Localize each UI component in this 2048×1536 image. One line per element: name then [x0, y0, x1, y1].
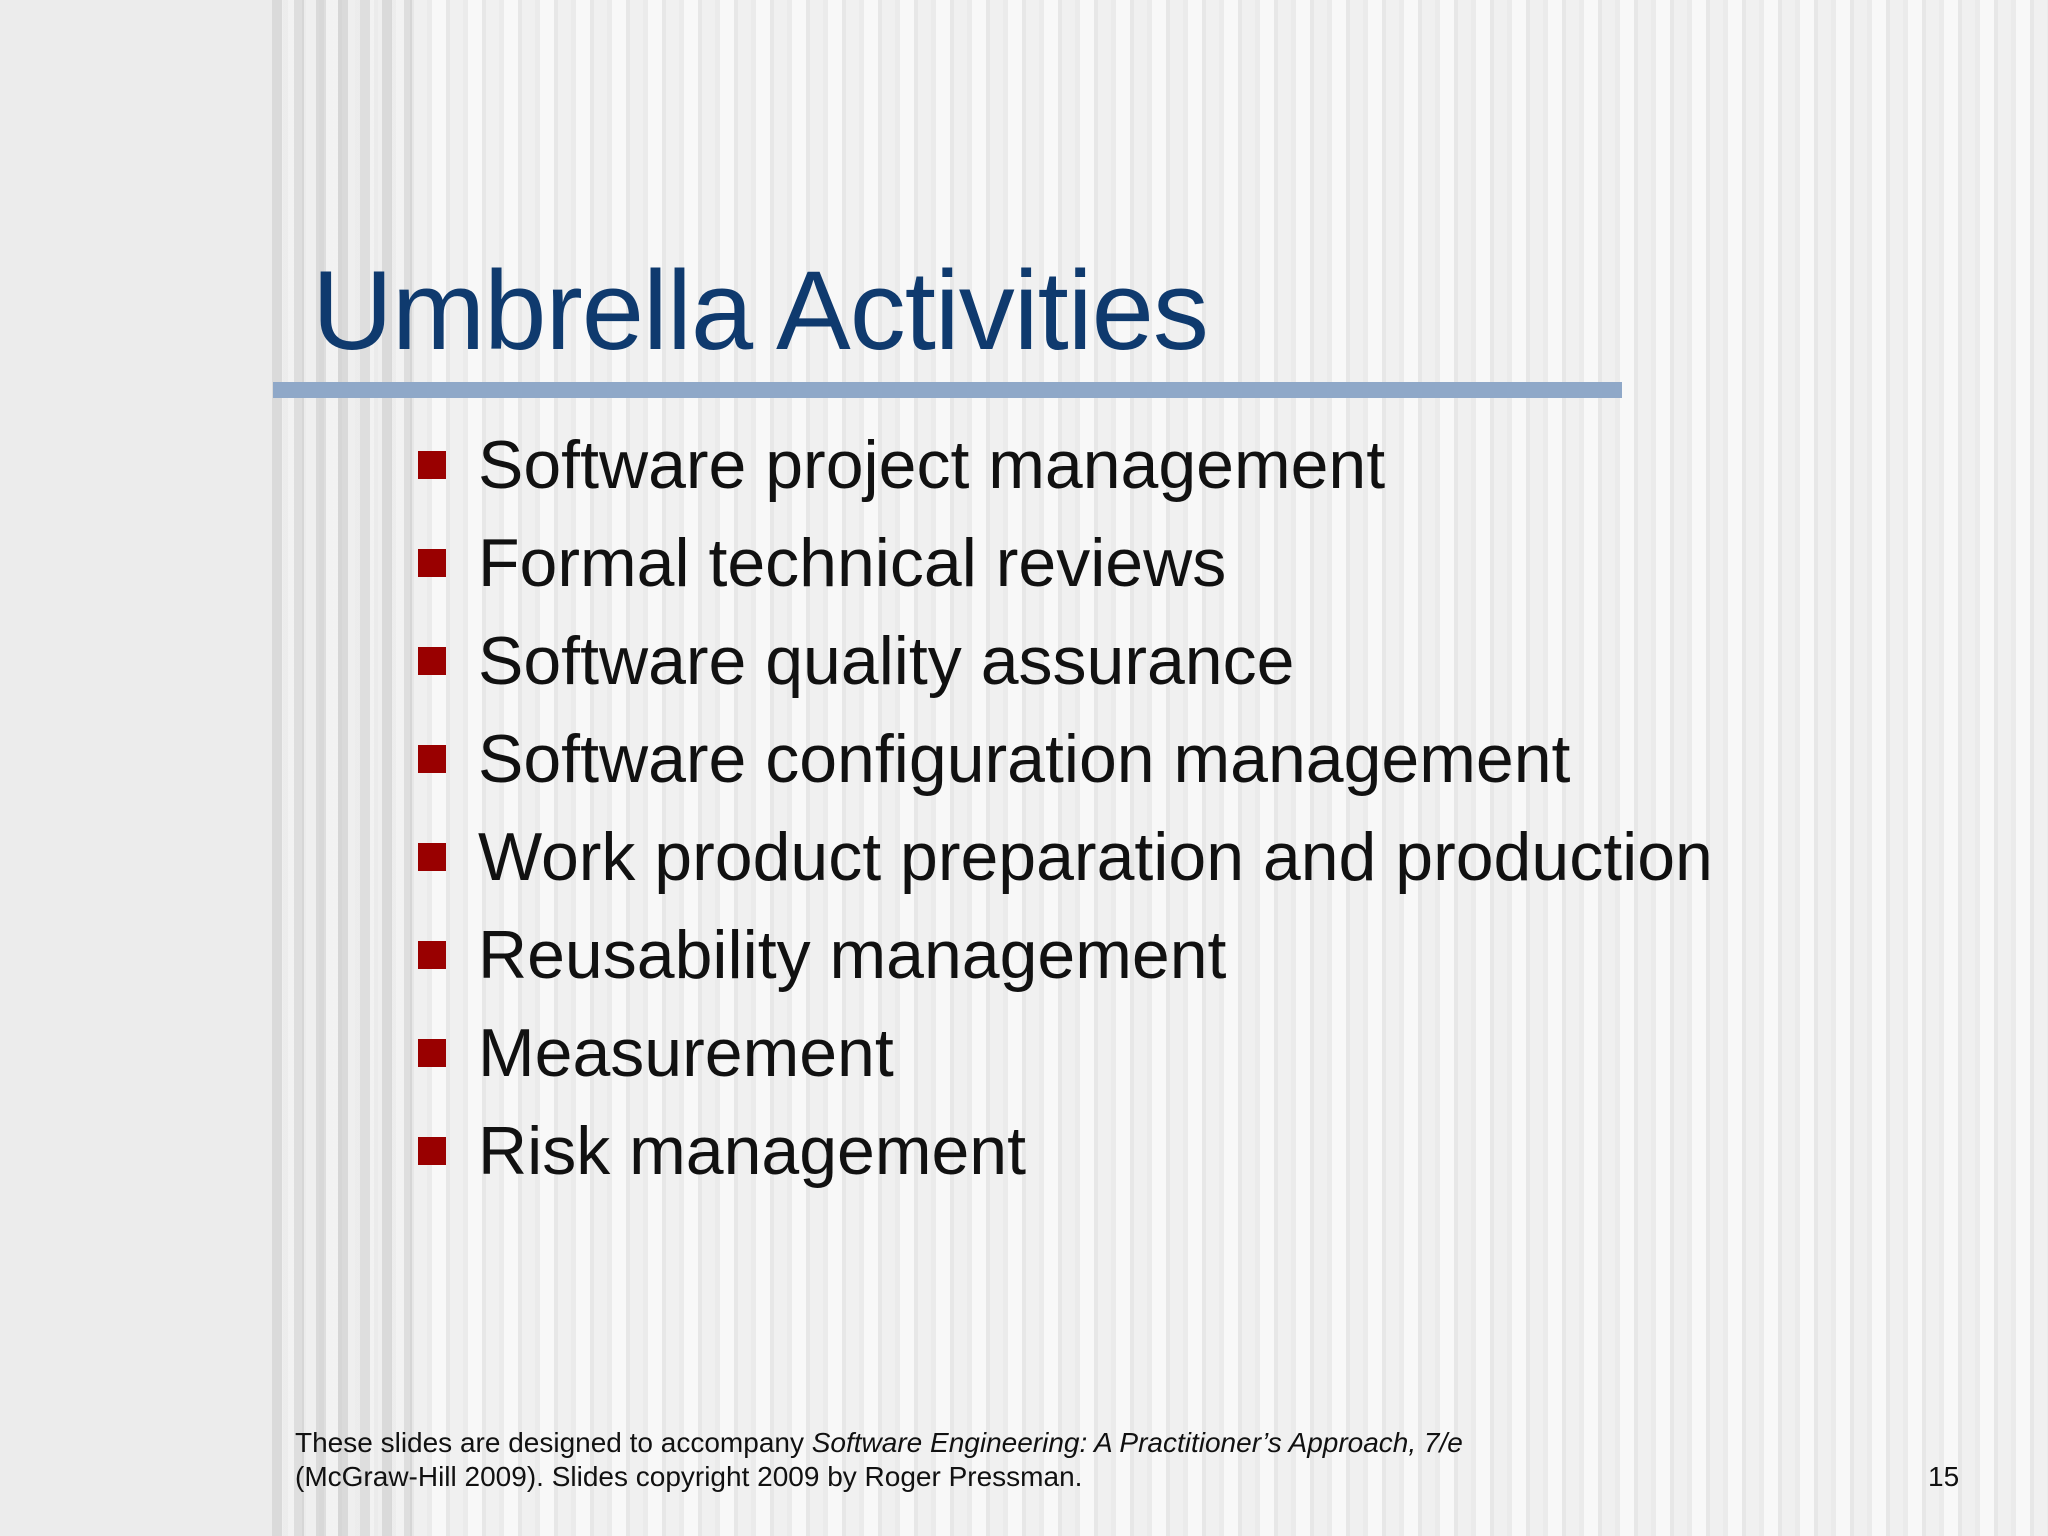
bullet-square-icon	[418, 451, 446, 479]
bullet-square-icon	[418, 843, 446, 871]
slide-footer	[295, 1426, 1463, 1494]
bullet-list	[418, 416, 1713, 1200]
title-underline	[273, 382, 1622, 398]
bullet-square-icon	[418, 1137, 446, 1165]
list-item	[418, 1004, 1713, 1102]
bullet-text: Reusability management	[478, 917, 1227, 993]
bullet-square-icon	[418, 1039, 446, 1067]
slide-stripe-pattern	[272, 0, 412, 1536]
footer-prefix: These slides are designed to accompany	[295, 1427, 812, 1458]
footer-line-1	[295, 1426, 1463, 1460]
list-item	[418, 906, 1713, 1004]
bullet-text: Measurement	[478, 1015, 894, 1091]
list-item	[418, 1102, 1713, 1200]
list-item	[418, 612, 1713, 710]
bullet-square-icon	[418, 941, 446, 969]
bullet-square-icon	[418, 647, 446, 675]
bullet-text: Software configuration management	[478, 721, 1571, 797]
page-number: 15	[1928, 1461, 1960, 1492]
footer-line-2: (McGraw-Hill 2009). Slides copyright 2009 by Roger Pressman.	[295, 1461, 1083, 1492]
list-item	[418, 416, 1713, 514]
bullet-text: Risk management	[478, 1113, 1027, 1189]
bullet-text: Software quality assurance	[478, 623, 1295, 699]
bullet-text: Work product preparation and production	[478, 819, 1713, 895]
slide-left-band	[0, 0, 272, 1536]
bullet-text: Software project management	[478, 427, 1386, 503]
bullet-square-icon	[418, 745, 446, 773]
bullet-text: Formal technical reviews	[478, 525, 1227, 601]
bullet-square-icon	[418, 549, 446, 577]
footer-book-title: Software Engineering: A Practitioner’s Approach, 7/e	[811, 1427, 1463, 1458]
list-item	[418, 514, 1713, 612]
list-item	[418, 710, 1713, 808]
list-item	[418, 808, 1713, 906]
slide-title: Umbrella Activities	[312, 248, 1208, 373]
